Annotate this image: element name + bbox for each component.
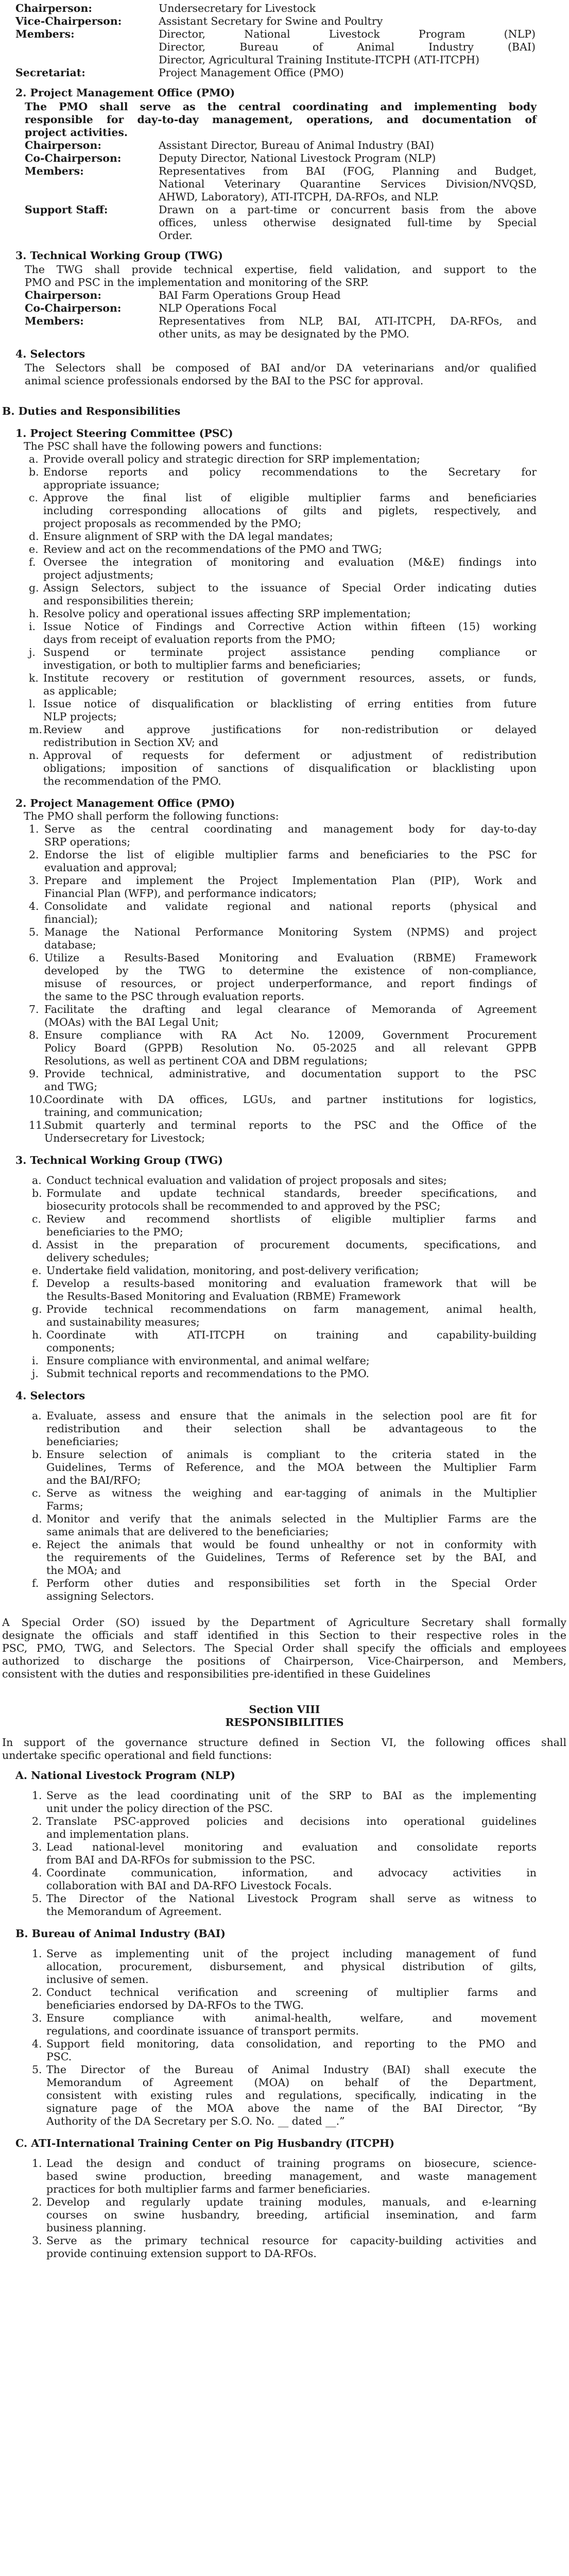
list-line: Coordinate with ATI-ITCPH on training and capability-building <box>46 1329 537 1341</box>
list-line: Develop a results-based monitoring and evaluation framework that will be <box>46 1277 537 1290</box>
list-line: misuse of resources, or project underperformance, and report findings of <box>44 977 537 990</box>
item-marker: c. <box>32 1213 41 1225</box>
list-line: Financial Plan (WFP), and performance indicators; <box>44 887 317 900</box>
item-marker: 2. <box>32 1986 42 1998</box>
section-heading: B. Bureau of Animal Industry (BAI) <box>15 1927 226 1940</box>
role-value: BAI Farm Operations Group Head <box>159 289 341 301</box>
list-line: Serve as the primary technical resource for capacity-building activities and <box>46 2234 537 2247</box>
list-line: Provide overall policy and strategic direction for SRP implementation; <box>43 453 420 465</box>
list-line: Serve as implementing unit of the project including management of fund <box>46 1947 537 1960</box>
list-line: from BAI and DA-RFOs for submission to the PSC. <box>46 1854 316 1866</box>
list-line: the recommendation of the PMO. <box>43 775 221 787</box>
section-heading: 2. Project Management Office (PMO) <box>15 797 235 809</box>
list-line: assigning Selectors. <box>46 1590 154 1602</box>
list-line: collaboration with BAI and DA-RFO Livestock Focals. <box>46 1879 332 1892</box>
list-line: training, and communication; <box>44 1106 203 1118</box>
list-line: consistent with existing rules and regulations, specifically, indicating in the <box>46 2089 537 2102</box>
paragraph-line: consistent with the duties and responsibilities pre-identified in these Guidelines <box>2 1668 431 1680</box>
list-line: provide continuing extension support to DA-RFOs. <box>46 2247 317 2260</box>
list-line: Resolutions, as well as pertinent COA and DBM regulations; <box>44 1055 368 1067</box>
list-line: Oversee the integration of monitoring and evaluation (M&E) findings into <box>43 556 537 568</box>
list-line: components; <box>46 1342 115 1354</box>
list-line: delivery schedules; <box>46 1251 149 1264</box>
role-value: Project Management Office (PMO) <box>159 66 344 79</box>
item-marker: f. <box>32 1577 39 1589</box>
item-marker: 1. <box>32 1789 42 1802</box>
list-line: Undertake field validation, monitoring, and post-delivery verification; <box>46 1264 419 1277</box>
list-line: Manage the National Performance Monitoring System (NPMS) and project <box>44 926 537 938</box>
role-value: NLP Operations Focal <box>159 302 277 314</box>
role-label: Co-Chairperson: <box>25 152 122 164</box>
list-line: Conduct technical evaluation and validation of project proposals and sites; <box>46 1174 447 1187</box>
item-marker: 5. <box>29 926 39 938</box>
item-marker: 6. <box>29 952 39 964</box>
section-heading: 1. Project Steering Committee (PSC) <box>15 427 233 439</box>
list-line: Ensure alignment of SRP with the DA legal mandates; <box>43 530 333 543</box>
item-marker: 2. <box>29 849 39 861</box>
list-line: redistribution in Section XV; and <box>43 736 219 749</box>
section-heading: A. National Livestock Program (NLP) <box>15 1769 236 1782</box>
list-line: NLP projects; <box>43 710 117 723</box>
section-heading: 2. Project Management Office (PMO) <box>15 87 235 99</box>
paragraph-line: The TWG shall provide technical expertise, field validation, and support to the <box>25 263 537 276</box>
role-label: Co-Chairperson: <box>25 302 122 314</box>
item-marker: b. <box>32 1448 42 1461</box>
item-marker: e. <box>29 543 39 555</box>
paragraph-line: project activities. <box>25 126 128 139</box>
list-line: Review and recommend shortlists of eligible multiplier farms and <box>46 1213 537 1225</box>
list-line: regulations, and coordinate issuance of transport permits. <box>46 2025 359 2037</box>
item-marker: 2. <box>32 2196 42 2208</box>
role-value: Deputy Director, National Livestock Program (NLP) <box>159 152 436 164</box>
item-marker: 4. <box>32 1867 42 1879</box>
intro-line: The PMO shall perform the following functions: <box>24 810 279 822</box>
list-line: Ensure compliance with environmental, and animal welfare; <box>46 1354 370 1367</box>
item-marker: 11. <box>29 1119 46 1131</box>
list-line: Assist in the preparation of procurement documents, specifications, and <box>46 1239 537 1251</box>
list-line: the same to the PSC through evaluation reports. <box>44 990 305 1003</box>
list-line: Institute recovery or restitution of government resources, assets, or funds, <box>43 672 537 684</box>
list-line: appropriate issuance; <box>43 479 160 491</box>
section-heading: 4. Selectors <box>15 1389 85 1402</box>
item-marker: j. <box>29 646 36 658</box>
list-line: Monitor and verify that the animals selected in the Multiplier Farms are the <box>46 1513 537 1525</box>
list-line: beneficiaries; <box>46 1435 119 1448</box>
paragraph-line: PSC, PMO, TWG, and Selectors. The Special Order shall specify the officials and employees <box>2 1642 566 1654</box>
item-marker: 3. <box>32 1841 42 1853</box>
list-line: (MOAs) with the BAI Legal Unit; <box>44 1016 219 1028</box>
list-line: Review and approve justifications for non-redistribution or delayed <box>43 723 537 736</box>
list-line: redistribution and their selection shall be advantageous to the <box>46 1422 537 1435</box>
list-line: PSC. <box>46 2050 72 2063</box>
role-value: Undersecretary for Livestock <box>159 2 316 14</box>
list-line: evaluation and approval; <box>44 861 177 874</box>
item-marker: j. <box>32 1367 39 1380</box>
list-line: Conduct technical verification and screening of multiplier farms and <box>46 1986 537 1998</box>
item-marker: 1. <box>29 823 39 835</box>
list-line: Lead the design and conduct of training programs on biosecure, science- <box>46 2157 537 2170</box>
list-line: the requirements of the Guidelines, Terms of Reference set by the BAI, and <box>46 1551 537 1564</box>
list-line: and responsibilities therein; <box>43 595 194 607</box>
list-line: Perform other duties and responsibilities set forth in the Special Order <box>46 1577 537 1589</box>
list-line: courses on swine husbandry, breeding, artificial insemination, and farm <box>46 2209 537 2221</box>
item-marker: a. <box>29 453 39 465</box>
list-line: Assign Selectors, subject to the issuance of Special Order indicating duties <box>43 582 537 594</box>
list-line: Ensure compliance with RA Act No. 12009, Government Procurement <box>44 1029 537 1041</box>
role-label: Members: <box>15 28 75 40</box>
list-line: Policy Board (GPPB) Resolution No. 05-2025 and all relevant GPPB <box>44 1042 537 1054</box>
item-marker: k. <box>29 672 39 684</box>
list-line: Coordinate communication, information, and advocacy activities in <box>46 1867 537 1879</box>
section-heading: 3. Technical Working Group (TWG) <box>15 1154 223 1166</box>
role-value: Order. <box>159 229 193 242</box>
list-line: Reject the animals that would be found unhealthy or not in conformity with <box>46 1538 537 1551</box>
list-line: Endorse the list of eligible multiplier farms and beneficiaries to the PSC for <box>44 849 537 861</box>
list-line: Authority of the DA Secretary per S.O. No. __ dated __.” <box>46 2115 345 2127</box>
list-line: project adjustments; <box>43 569 154 581</box>
list-line: same animals that are delivered to the beneficiaries; <box>46 1526 329 1538</box>
item-marker: 8. <box>29 1029 39 1041</box>
list-line: Resolve policy and operational issues affecting SRP implementation; <box>43 607 411 620</box>
list-line: developed by the TWG to determine the existence of non-compliance, <box>44 964 537 977</box>
part-heading: B. Duties and Responsibilities <box>2 405 181 417</box>
paragraph-line: The PMO shall serve as the central coordinating and implementing body <box>25 100 537 113</box>
role-value: Assistant Secretary for Swine and Poultry <box>159 15 383 27</box>
item-marker: l. <box>29 698 36 710</box>
section-heading: C. ATI-International Training Center on Pig Husbandry (ITCPH) <box>15 2137 395 2149</box>
list-line: Issue notice of disqualification or blacklisting of erring entities from future <box>43 698 537 710</box>
list-line: beneficiaries endorsed by DA-RFOs to the TWG. <box>46 1999 304 2011</box>
list-line: practices for both multiplier farms and farmer beneficiaries. <box>46 2183 371 2195</box>
role-value: Director, National Livestock Program (NLP) <box>159 28 536 40</box>
item-marker: i. <box>29 620 36 633</box>
item-marker: e. <box>32 1538 42 1551</box>
list-line: Serve as the central coordinating and management body for day-to-day <box>44 823 537 835</box>
role-value: National Veterinary Quarantine Services Division/NVQSD, <box>159 178 537 190</box>
role-label: Chairperson: <box>25 139 101 151</box>
list-line: Farms; <box>46 1500 83 1512</box>
list-line: Ensure selection of animals is compliant to the criteria stated in the <box>46 1448 537 1461</box>
role-value: Drawn on a part-time or concurrent basis from the above <box>159 204 537 216</box>
list-line: Translate PSC-approved policies and decisions into operational guidelines <box>46 1815 537 1827</box>
item-marker: 3. <box>32 2012 42 2024</box>
section-title: RESPONSIBILITIES <box>225 1716 344 1728</box>
list-line: days from receipt of evaluation reports from the PMO; <box>43 633 336 646</box>
paragraph-line: designate the officials and staff identified in this Section to their respective roles in the <box>2 1629 566 1641</box>
list-line: Facilitate the drafting and legal clearance of Memoranda of Agreement <box>44 1003 537 1015</box>
list-line: obligations; imposition of sanctions of disqualification or blacklisting upon <box>43 762 537 774</box>
list-line: Approval of requests for deferment or adjustment of redistribution <box>43 749 537 761</box>
list-line: Review and act on the recommendations of the PMO and TWG; <box>43 543 382 555</box>
list-line: and TWG; <box>44 1080 98 1093</box>
paragraph-line: A Special Order (SO) issued by the Department of Agriculture Secretary shall formally <box>2 1616 566 1629</box>
list-line: based swine production, breeding management, and waste management <box>46 2170 537 2182</box>
item-marker: f. <box>29 556 36 568</box>
paragraph-line: In support of the governance structure defined in Section VI, the following offices shall <box>2 1736 566 1749</box>
role-label: Chairperson: <box>15 2 92 14</box>
list-line: Evaluate, assess and ensure that the animals in the selection pool are fit for <box>46 1410 537 1422</box>
item-marker: g. <box>32 1303 42 1315</box>
list-line: business planning. <box>46 2222 146 2234</box>
role-value: offices, unless otherwise designated full-time by Special <box>159 216 537 229</box>
list-line: Lead national-level monitoring and evaluation and consolidate reports <box>46 1841 537 1853</box>
list-line: Utilize a Results-Based Monitoring and Evaluation (RBME) Framework <box>44 952 537 964</box>
item-marker: 4. <box>29 900 39 912</box>
list-line: the Memorandum of Agreement. <box>46 1905 222 1918</box>
role-value: AHWD, Laboratory), ATI-ITCPH, DA-RFOs, and NLP. <box>159 191 439 203</box>
item-marker: a. <box>32 1410 42 1422</box>
list-line: Prepare and implement the Project Implementation Plan (PIP), Work and <box>44 874 537 887</box>
item-marker: i. <box>32 1354 39 1367</box>
role-label: Chairperson: <box>25 289 101 301</box>
item-marker: b. <box>32 1187 42 1199</box>
item-marker: 1. <box>32 1947 42 1960</box>
role-value: Representatives from BAI (FOG, Planning and Budget, <box>159 165 537 177</box>
list-line: the MOA; and <box>46 1564 121 1577</box>
list-line: Issue Notice of Findings and Corrective Action within fifteen (15) working <box>43 620 537 633</box>
item-marker: d. <box>29 530 39 543</box>
list-line: Consolidate and validate regional and national reports (physical and <box>44 900 537 912</box>
role-value: Representatives from NLP, BAI, ATI-ITCPH, DA-RFOs, and <box>159 315 537 327</box>
item-marker: 3. <box>32 2234 42 2247</box>
role-value: Assistant Director, Bureau of Animal Industry (BAI) <box>159 139 435 151</box>
item-marker: b. <box>29 466 39 478</box>
list-line: Serve as the lead coordinating unit of the SRP to BAI as the implementing <box>46 1789 537 1802</box>
role-label: Members: <box>25 165 84 177</box>
item-marker: e. <box>32 1264 42 1277</box>
role-label: Vice-Chairperson: <box>15 15 122 27</box>
list-line: Undersecretary for Livestock; <box>44 1132 205 1144</box>
item-marker: c. <box>32 1487 41 1499</box>
item-marker: f. <box>32 1277 39 1290</box>
list-line: SRP operations; <box>44 836 131 848</box>
role-value: Director, Bureau of Animal Industry (BAI) <box>159 41 536 53</box>
role-value: Director, Agricultural Training Institute-ITCPH (ATI-ITCPH) <box>159 54 479 66</box>
section-number: Section VIII <box>249 1703 320 1716</box>
item-marker: 4. <box>32 2038 42 2050</box>
paragraph-line: undertake specific operational and field functions: <box>2 1749 272 1761</box>
role-label: Secretariat: <box>15 66 85 79</box>
item-marker: m. <box>29 723 42 736</box>
list-line: The Director of the National Livestock Program shall serve as witness to <box>46 1892 537 1905</box>
list-line: Provide technical recommendations on farm management, animal health, <box>46 1303 537 1315</box>
item-marker: 5. <box>32 2063 42 2076</box>
list-line: Submit technical reports and recommendations to the PMO. <box>46 1367 370 1380</box>
list-line: biosecurity protocols shall be recommended to and approved by the PSC; <box>46 1200 441 1212</box>
list-line: Endorse reports and policy recommendations to the Secretary for <box>43 466 537 478</box>
list-line: financial); <box>44 913 98 925</box>
list-line: Coordinate with DA offices, LGUs, and partner institutions for logistics, <box>44 1093 537 1106</box>
list-line: database; <box>44 939 96 951</box>
list-line: project proposals as recommended by the PMO; <box>43 517 301 530</box>
list-line: Provide technical, administrative, and documentation support to the PSC <box>44 1067 537 1080</box>
paragraph-line: responsible for day-to-day management, operations, and documentation of <box>25 113 537 126</box>
item-marker: 7. <box>29 1003 39 1015</box>
role-label: Support Staff: <box>25 204 108 216</box>
item-marker: g. <box>29 582 39 594</box>
item-marker: 2. <box>32 1815 42 1827</box>
item-marker: 5. <box>32 1892 42 1905</box>
list-line: as applicable; <box>43 685 117 697</box>
section-heading: 3. Technical Working Group (TWG) <box>15 249 223 262</box>
list-line: including corresponding allocations of gilts and piglets, respectively, and <box>43 504 537 517</box>
list-line: Formulate and update technical standards, breeder specifications, and <box>46 1187 537 1199</box>
list-line: unit under the policy direction of the PSC. <box>46 1802 273 1815</box>
list-line: the Results-Based Monitoring and Evaluation (RBME) Framework <box>46 1290 401 1302</box>
list-line: inclusive of semen. <box>46 1973 149 1986</box>
item-marker: a. <box>32 1174 42 1187</box>
item-marker: d. <box>32 1513 42 1525</box>
list-line: and sustainability measures; <box>46 1316 200 1328</box>
item-marker: h. <box>32 1329 42 1341</box>
list-line: Support field monitoring, data consolidation, and reporting to the PMO and <box>46 2038 537 2050</box>
list-line: and the BAI/RFO; <box>46 1474 141 1486</box>
list-line: allocation, procurement, disbursement, and physical distribution of gilts, <box>46 1960 537 1973</box>
list-line: beneficiaries to the PMO; <box>46 1226 183 1238</box>
list-line: Memorandum of Agreement (MOA) on behalf of the Department, <box>46 2076 537 2089</box>
item-marker: 1. <box>32 2157 42 2170</box>
item-marker: h. <box>29 607 39 620</box>
item-marker: d. <box>32 1239 42 1251</box>
list-line: Develop and regularly update training modules, manuals, and e-learning <box>46 2196 537 2208</box>
section-heading: 4. Selectors <box>15 348 85 360</box>
list-line: Ensure compliance with animal-health, welfare, and movement <box>46 2012 537 2024</box>
list-line: Submit quarterly and terminal reports to the PSC and the Office of the <box>44 1119 537 1131</box>
role-label: Members: <box>25 315 84 327</box>
list-line: Guidelines, Terms of Reference, and the MOA between the Multiplier Farm <box>46 1461 537 1473</box>
paragraph-line: PMO and PSC in the implementation and monitoring of the SRP. <box>25 276 369 289</box>
item-marker: 9. <box>29 1067 39 1080</box>
paragraph-line: The Selectors shall be composed of BAI and/or DA veterinarians and/or qualified <box>25 362 537 374</box>
item-marker: 3. <box>29 874 39 887</box>
paragraph-line: authorized to discharge the positions of Chairperson, Vice-Chairperson, and Members, <box>2 1655 566 1667</box>
role-value: other units, as may be designated by the PMO. <box>159 328 409 340</box>
list-line: investigation, or both to multiplier farms and beneficiaries; <box>43 659 361 671</box>
intro-line: The PSC shall have the following powers and functions: <box>24 440 322 452</box>
list-line: Suspend or terminate project assistance pending compliance or <box>43 646 537 658</box>
list-line: Serve as witness the weighing and ear-tagging of animals in the Multiplier <box>46 1487 537 1499</box>
list-line: The Director of the Bureau of Animal Industry (BAI) shall execute the <box>46 2063 537 2076</box>
item-marker: c. <box>29 492 38 504</box>
list-line: and implementation plans. <box>46 1828 189 1840</box>
item-marker: 10. <box>29 1093 46 1106</box>
item-marker: n. <box>29 749 39 761</box>
list-line: Approve the final list of eligible multiplier farms and beneficiaries <box>43 492 537 504</box>
list-line: signature page of the MOA above the name of the BAI Director, “By <box>46 2102 537 2114</box>
paragraph-line: animal science professionals endorsed by the BAI to the PSC for approval. <box>25 375 424 387</box>
